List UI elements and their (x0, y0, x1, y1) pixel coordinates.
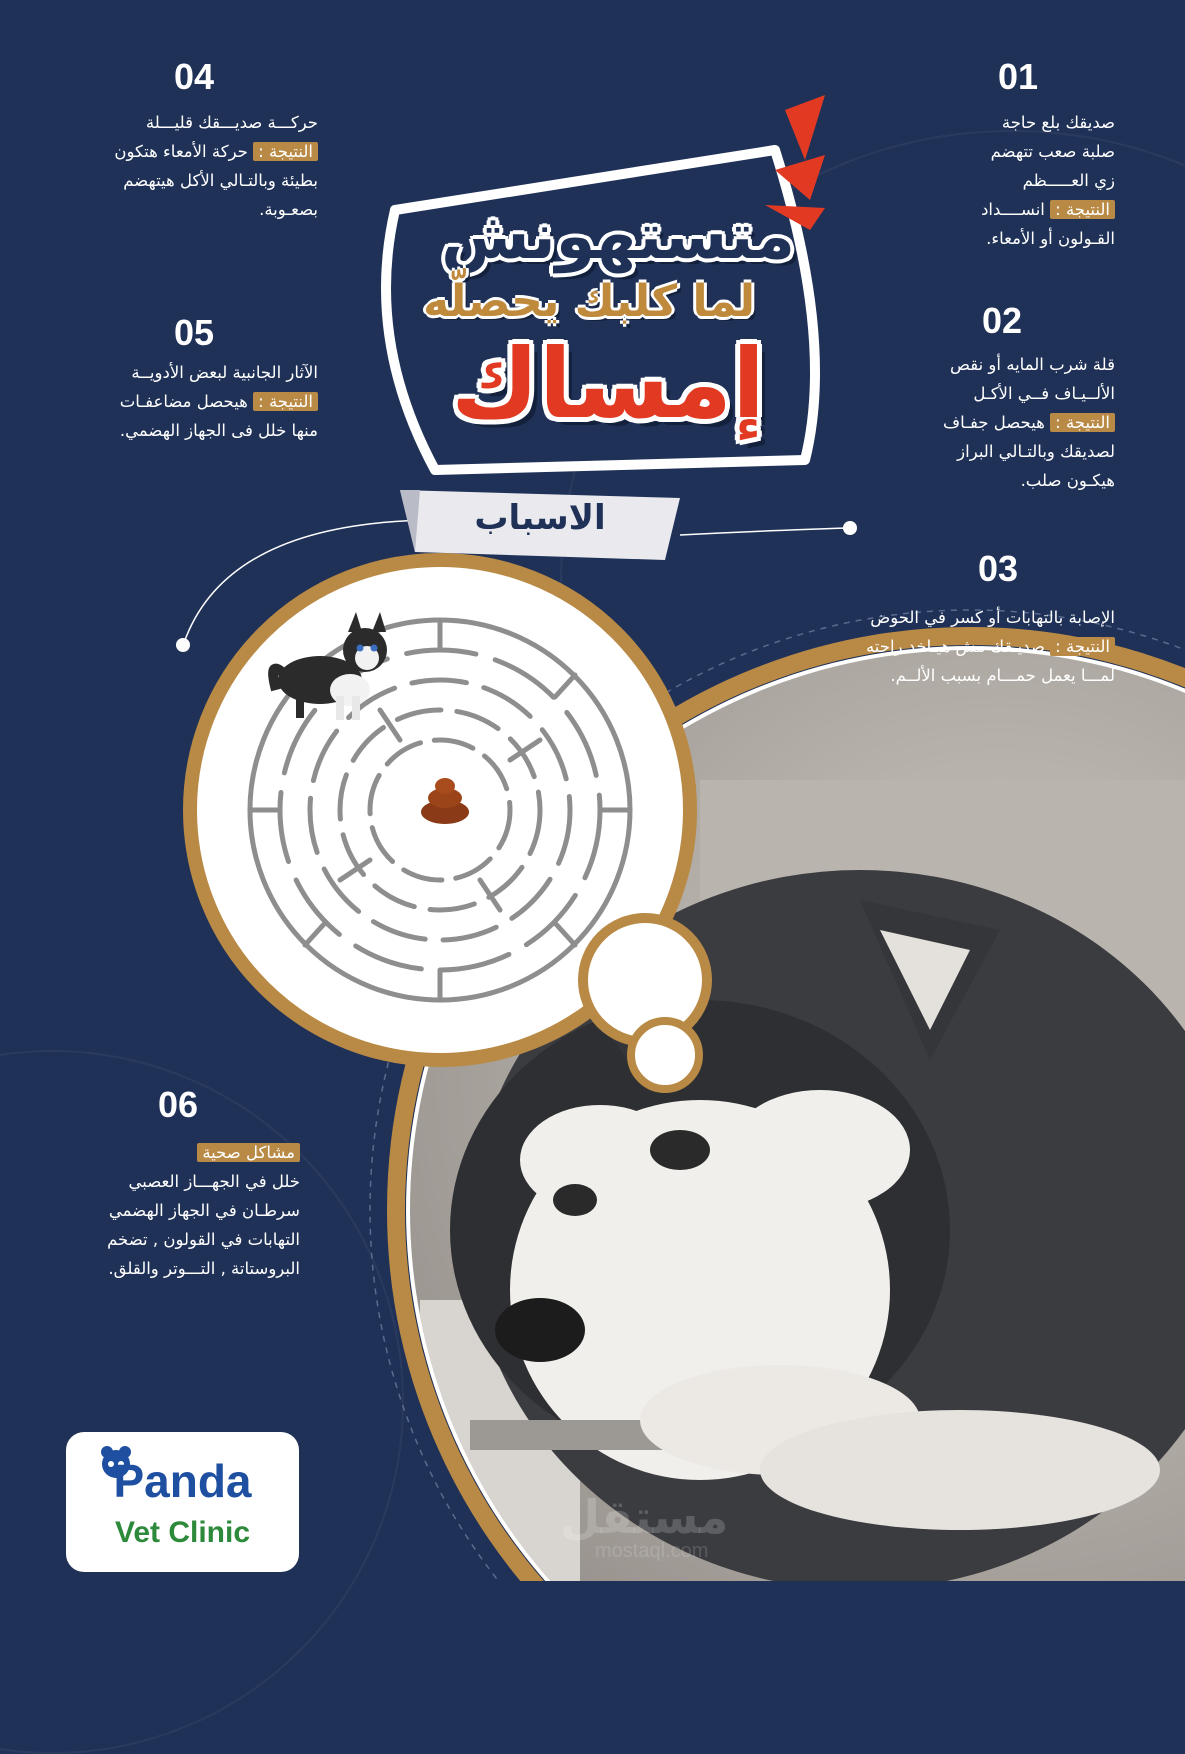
logo-subtitle: Vet Clinic (114, 1516, 251, 1549)
cause-item-3 (755, 603, 1115, 690)
logo-name: Panda (113, 1455, 252, 1507)
item-number: 01 (998, 56, 1039, 97)
item-result: صديـقك مش هيـاخد راحته (865, 637, 1045, 656)
item-line: حركـــة صديـــقك قليـــلة (145, 113, 318, 132)
item-number: 03 (978, 548, 1019, 589)
item-line: البروستاتة , التـــوتر والقلق. (108, 1259, 300, 1278)
main-title (355, 90, 835, 490)
item-number: 04 (174, 56, 215, 97)
item-number: 02 (982, 300, 1023, 341)
item-line: خلل في الجهـــاز العصبي (128, 1172, 300, 1191)
item-result: هيحصل جفـاف (942, 413, 1045, 432)
item-number: 05 (174, 312, 215, 353)
item-heading: مشاكل صحية (197, 1143, 300, 1162)
title-line-3: إمساك (450, 328, 765, 440)
item-line: هيكـون صلب. (1020, 471, 1115, 490)
item-line: الألــيـاف فــي الأكـل (973, 384, 1115, 403)
cause-item-1 (855, 108, 1115, 253)
section-banner (400, 490, 680, 560)
result-label: النتيجة : (1050, 637, 1115, 656)
title-line-1: متستهونش (441, 200, 795, 274)
item-line: صديقك بلع حاجة (1001, 113, 1115, 132)
item-line: الإصابة بالتهابات أو كسر في الحوض (870, 608, 1115, 627)
cause-item-4 (48, 108, 318, 224)
item-line: سرطـان في الجهاز الهضمي (108, 1201, 300, 1220)
item-number: 06 (158, 1084, 199, 1125)
cause-item-6 (30, 1138, 300, 1283)
item-line: القـولون أو الأمعاء. (986, 229, 1115, 248)
item-line: زي العـــــظم (1022, 171, 1115, 190)
watermark-text: مستقل (560, 1490, 729, 1544)
watermark-url: mostaql.com (595, 1540, 709, 1562)
item-result: انســــداد (981, 200, 1045, 219)
item-line: بطيئة وبالتـالي الأكل هيتهضم (123, 171, 318, 190)
item-line: التهابات في القولون , تضخم (107, 1230, 300, 1249)
section-label: الاسباب (474, 498, 606, 538)
result-label: النتيجة : (1050, 413, 1115, 432)
item-line: لصديقك وبالتـالي البراز (957, 442, 1115, 461)
item-line: الآثار الجانبية لبعض الأدويــة (131, 363, 318, 382)
cause-item-2 (835, 350, 1115, 495)
result-label: النتيجة : (1050, 200, 1115, 219)
item-line: قلة شرب المايه أو نقص (950, 355, 1115, 374)
item-result: هيحصل مضاعفـات (119, 392, 248, 411)
cause-item-5 (48, 358, 318, 445)
item-result: حركة الأمعاء هتكون (114, 142, 248, 161)
item-line: لمـــا يعمل حمـــام بسبب الألــم. (890, 666, 1115, 685)
item-line: منها خلل فى الجهاز الهضمي. (119, 421, 318, 440)
item-line: صلبة صعب تتهضم (990, 142, 1115, 161)
item-line: بصعـوبة. (259, 200, 318, 219)
result-label: النتيجة : (253, 142, 318, 161)
title-line-2: لما كلبك يحصلّه (423, 276, 755, 327)
result-label: النتيجة : (253, 392, 318, 411)
clinic-logo (66, 1432, 299, 1572)
